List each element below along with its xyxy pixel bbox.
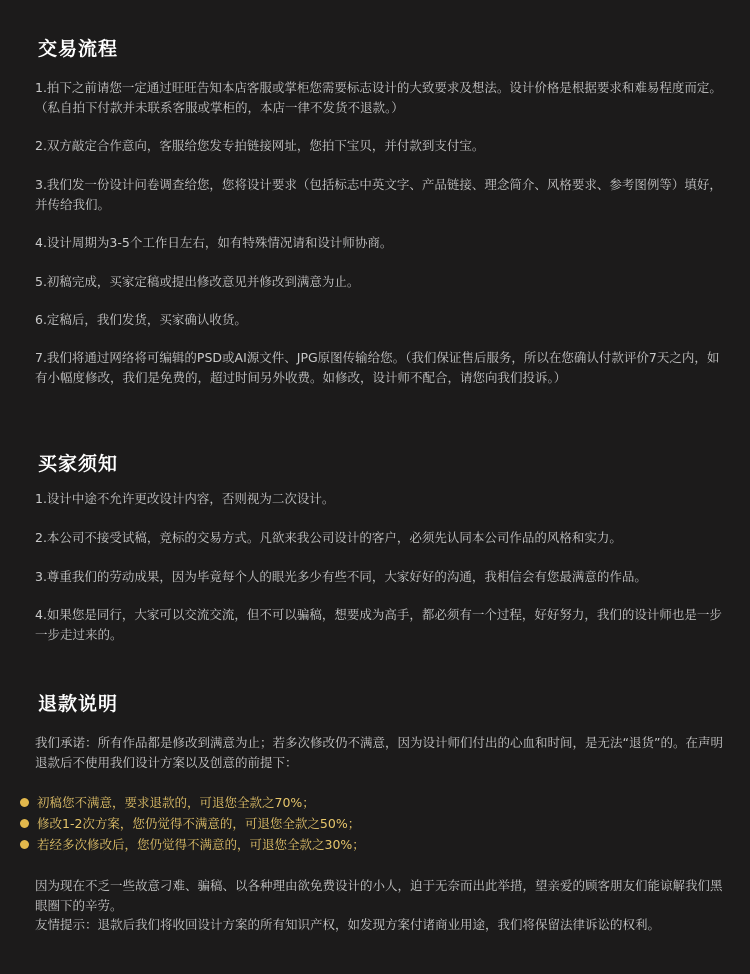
refund-intro: 我们承诺：所有作品都是修改到满意为止；若多次修改仍不满意，因为设计师们付出的心血和时间，是无法“退货”的。在声明退款后不使用我们设计方案以及创意的前提下：	[35, 735, 723, 770]
buyer-notice-1: 1.设计中途不允许更改设计内容，否则视为二次设计。	[35, 491, 335, 506]
refund-tip: 友情提示：退款后我们将收回设计方案的所有知识产权，如发现方案付诸商业用途，我们将保留法律诉讼的权利。	[35, 917, 661, 932]
trade-step-6: 6.定稿后，我们发货，买家确认收货。	[35, 312, 247, 327]
refund-bullet-item: 若经多次修改后，您仍觉得不满意的，可退您全款之30%；	[20, 834, 365, 855]
refund-bullet-list	[20, 792, 365, 855]
buyer-notice-3: 3.尊重我们的劳动成果，因为毕竟每个人的眼光多少有些不同，大家好好的沟通，我相信会有您最满意的作品。	[35, 569, 647, 584]
bullet-dot-icon	[20, 840, 29, 849]
bullet-dot-icon	[20, 819, 29, 828]
trade-step-3: 3.我们发一份设计问卷调查给您，您将设计要求（包括标志中英文字、产品链接、理念简介、风格要求、参考图例等）填好，并传给我们。	[35, 177, 722, 212]
trade-process-title: 交易流程	[38, 38, 119, 60]
trade-step-5: 5.初稿完成，买家定稿或提出修改意见并修改到满意为止。	[35, 274, 360, 289]
buyer-notice-2: 2.本公司不接受试稿，竞标的交易方式。凡欲来我公司设计的客户，必须先认同本公司作品的风格和实力。	[35, 530, 622, 545]
refund-note: 因为现在不乏一些故意刁难、骗稿、以各种理由欲免费设计的小人，迫于无奈而出此举措，望亲爱的顾客朋友们能谅解我们黑眼圈下的辛劳。	[35, 878, 723, 913]
bullet-dot-icon	[20, 798, 29, 807]
refund-title: 退款说明	[38, 693, 119, 715]
trade-step-2: 2.双方敲定合作意向，客服给您发专拍链接网址，您拍下宝贝，并付款到支付宝。	[35, 138, 485, 153]
buyer-notice-title: 买家须知	[38, 453, 119, 475]
refund-bullet-item: 修改1-2次方案，您仍觉得不满意的，可退您全款之50%；	[20, 813, 365, 834]
buyer-notice-4: 4.如果您是同行，大家可以交流交流，但不可以骗稿，想要成为高手，都必须有一个过程，好好努力，我们的设计师也是一步一步走过来的。	[35, 607, 722, 642]
refund-bullet-item: 初稿您不满意，要求退款的，可退您全款之70%；	[20, 792, 365, 813]
trade-step-1: 1.拍下之前请您一定通过旺旺告知本店客服或掌柜您需要标志设计的大致要求及想法。设计价格是根据要求和难易程度而定。（私自拍下付款并未联系客服或掌柜的，本店一律不发货不退款。）	[35, 80, 722, 115]
trade-step-4: 4.设计周期为3-5个工作日左右，如有特殊情况请和设计师协商。	[35, 235, 393, 250]
trade-step-7: 7.我们将通过网络将可编辑的PSD或AI源文件、JPG原图传输给您。（我们保证售后服务，所以在您确认付款评价7天之内，如有小幅度修改，我们是免费的，超过时间另外收费。如修改，设计师不配合，请您向我们投诉。）	[35, 350, 720, 385]
